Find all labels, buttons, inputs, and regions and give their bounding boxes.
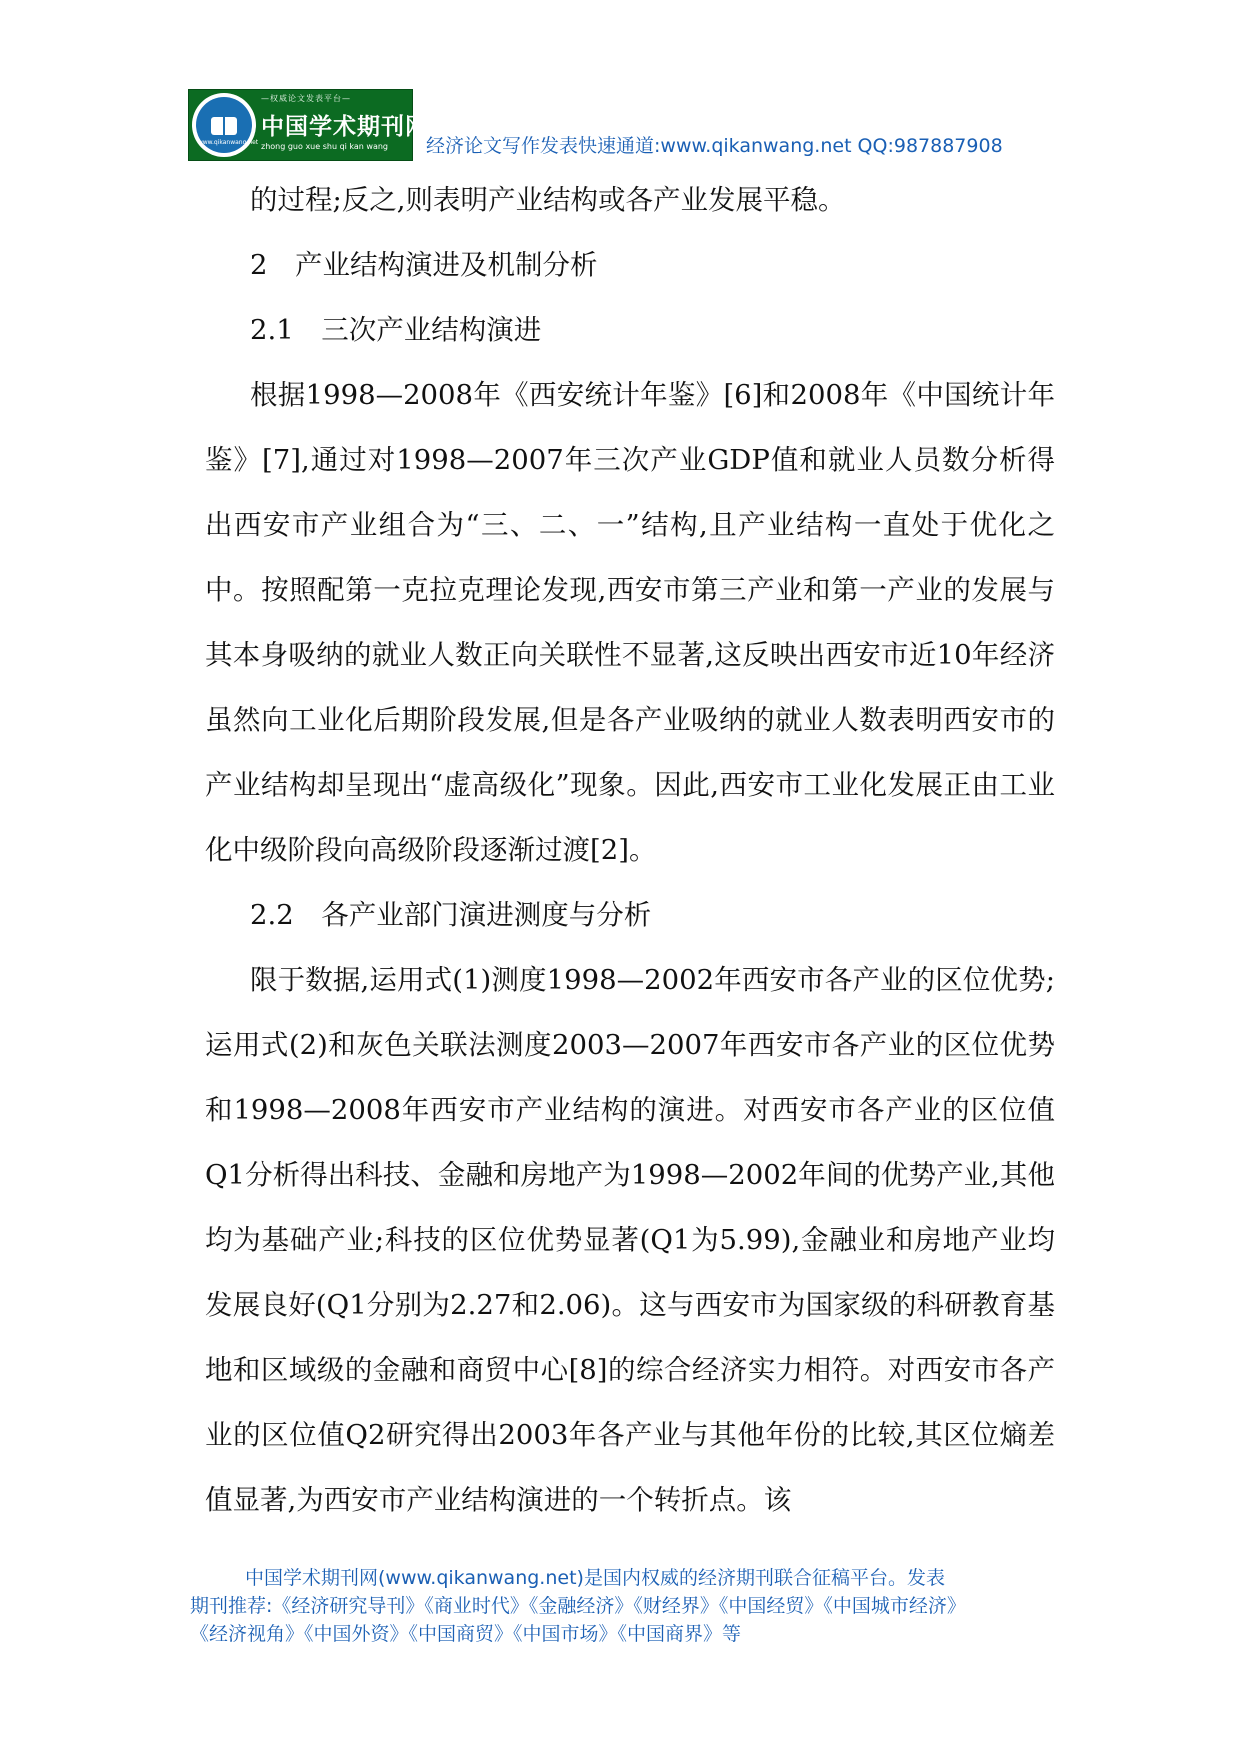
footer-line-1[interactable]: 中国学术期刊网(www.qikanwang.net)是国内权威的经济期刊联合征稿平台。发表 [245, 1567, 945, 1589]
paragraph-structure-evolution: 根据1998—2008年《西安统计年鉴》[6]和2008年《中国统计年鉴》[7],通过对1998—2007年三次产业GDP值和就业人员数分析得出西安市产业组合为“三、二、一”结构,且产业结构一直处于优化之中。按照配第一克拉克理论发现,西安市第三产业和第一产业的发展与其本身吸纳的就业人数正向关联性不显著,这反映出西安市近10年经济虽然向工业化后期阶段发展,但是各产业吸纳的就业人数表明西安市的产业结构却呈现出“虚高级化”现象。因此,西安市工业化发展正由工业化中级阶段向高级阶段逐渐过渡[2]。 [205, 379, 1055, 866]
document-body [205, 168, 1055, 1533]
logo-seal-text: www.qikanwang.net [197, 139, 259, 146]
footer-line-3: 《经济视角》《中国外资》《中国商贸》《中国市场》《中国商界》等 [190, 1623, 742, 1645]
paragraph-sector-analysis: 限于数据,运用式(1)测度1998—2002年西安市各产业的区位优势;运用式(2)和灰色关联法测度2003—2007年西安市各产业的区位优势和1998—2008年西安市产业结构的演进。对西安市各产业的区位值Q1分析得出科技、金融和房地产为1998—2002年间的优势产业,其他均为基础产业;科技的区位优势显著(Q1为5.99),金融业和房地产业均发展良好(Q1分别为2.27和2.06)。这与西安市为国家级的科研教育基地和区域级的金融和商贸中心[8]的综合经济实力相符。对西安市各产业的区位值Q2研究得出2003年各产业与其他年份的比较,其区位熵差值显著,为西安市产业结构演进的一个转折点。该 [205, 964, 1055, 1516]
logo-tagline: —权威论文发表平台— [261, 94, 351, 103]
footer-line-2: 期刊推荐:《经济研究导刊》《商业时代》《金融经济》《财经界》《中国经贸》《中国城市经济》 [190, 1595, 966, 1617]
logo-emblem-icon [192, 93, 259, 157]
logo-pinyin: zhong guo xue shu qi kan wang [261, 142, 389, 151]
subsection-heading-2-1: 2.1 三次产业结构演进 [250, 314, 542, 346]
subsection-heading-2-2: 2.2 各产业部门演进测度与分析 [250, 899, 652, 931]
page-footer [190, 1564, 1060, 1648]
book-icon [211, 117, 237, 135]
section-heading-2: 2 产业结构演进及机制分析 [250, 249, 598, 281]
site-logo[interactable] [188, 89, 429, 161]
page-header [188, 89, 1068, 161]
logo-title: 中国学术期刊网 [261, 114, 429, 140]
paragraph-continuation: 的过程;反之,则表明产业结构或各产业发展平稳。 [250, 184, 846, 216]
header-tagline-link[interactable]: 经济论文写作发表快速通道:www.qikanwang.net QQ:987887908 [426, 135, 1003, 157]
